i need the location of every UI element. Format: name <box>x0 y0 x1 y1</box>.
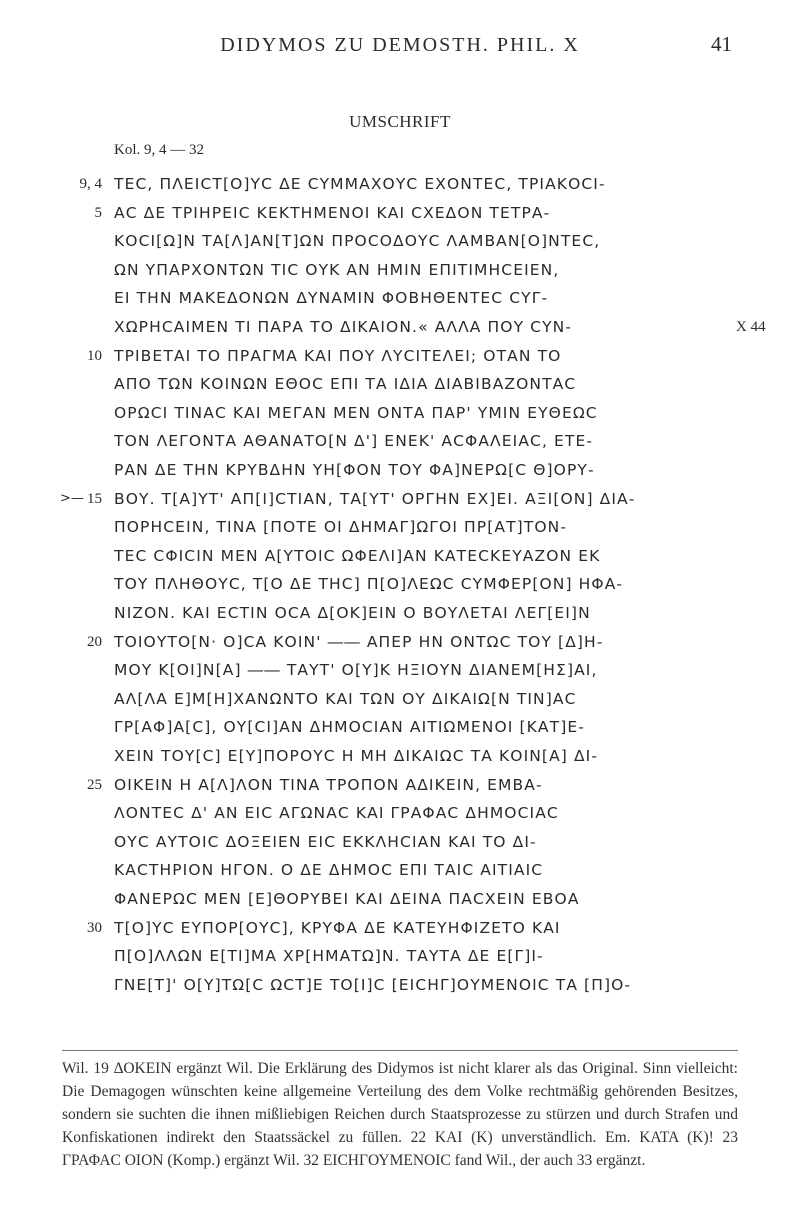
line-number: 25 <box>87 776 102 793</box>
section-title: UMSCHRIFT <box>349 112 451 131</box>
greek-line: ΑΠΟ ΤΩΝ ΚΟΙΝΩΝ ΕΘΟϹ ΕΠΙ ΤΑ ΙΔΙΑ ΔΙΑΒΙΒΑΖΟΝΤΑϹ <box>114 375 577 394</box>
greek-line: ΕΙ ΤΗΝ ΜΑΚΕΔΟΝΩΝ ΔΥΝΑΜΙΝ ΦΟΒΗΘΕΝΤΕϹ ϹΥΓ- <box>114 289 549 308</box>
page-number: 41 <box>711 32 732 56</box>
greek-line: ΤΕϹ ϹΦΙϹΙΝ ΜΕΝ Α[ΥΤΟΙϹ ΩΦΕΛΙ]ΑΝ ΚΑΤΕϹΚΕΥΑΖΟΝ ΕΚ <box>114 546 601 565</box>
greek-line: ΒΟΥ. Τ[Α]ΥΤ' ΑΠ[Ι]ϹΤΙΑΝ, ΤΑ[ΥΤ' ΟΡΓΗΝ ΕΧ]ΕΙ. ΑΞΙ[ΟΝ] ΔΙΑ- <box>114 489 636 508</box>
greek-line: ΟΥϹ ΑΥΤΟΙϹ ΔΟΞΕΙΕΝ ΕΙϹ ΕΚΚΛΗϹΙΑΝ ΚΑΙ ΤΟ ΔΙ- <box>114 832 537 851</box>
line-number: 30 <box>87 919 102 936</box>
line-number: 9, 4 <box>79 176 102 192</box>
greek-line: ΠΟΡΗϹΕΙΝ, ΤΙΝΑ [ΠΟΤΕ ΟΙ ΔΗΜΑΓ]ΩΓΟΙ ΠΡ[ΑΤ]ΤΟΝ- <box>114 518 568 537</box>
greek-line: ΛΟΝΤΕϹ Δ' ΑΝ ΕΙϹ ΑΓΩΝΑϹ ΚΑΙ ΓΡΑΦΑϹ ΔΗΜΟϹΙΑϹ <box>114 804 559 823</box>
footnote-divider <box>62 1050 738 1051</box>
footnote: Wil. 19 ΔΟΚΕΙΝ ergänzt Wil. Die Erklärung des Didymos ist nicht klarer als das Original. Sinn vielleicht: Die Demagogen wünschten keine allgemeine Verteilung des dem Volke rechtmäßig gehörenden Besitzes, sondern sie suchten die ihnen mißliebigen Reichen durch Staatsprozesse zu stürzen und durch Strafen und Konfiskationen indirekt den Staatssäckel zu füllen. 22 ΚΑΙ (Κ) unverständlich. Em. ΚΑΤΑ (Κ)! 23 ΓΡΑΦΑϹ ΟΙΟΝ (Komp.) ergänzt Wil. 32 ΕΙϹΗΓΟΥΜΕΝΟΙϹ fand Wil., der auch 33 ergänzt. <box>62 1060 738 1169</box>
greek-line: Τ[Ο]ΥϹ ΕΥΠΟΡ[ΟΥϹ], ΚΡΥΦΑ ΔΕ ΚΑΤΕΥΗΦΙΖΕΤΟ ΚΑΙ <box>114 918 561 937</box>
greek-line: ΡΑΝ ΔΕ ΤΗΝ ΚΡΥΒΔΗΝ ΥΗ[ΦΟΝ ΤΟΥ ΦΑ]ΝΕΡΩ[Ϲ Θ]ΟΡΥ- <box>114 461 595 479</box>
greek-line: ΦΑΝΕΡΩϹ ΜΕΝ [Ε]ΘΟΡΥΒΕΙ ΚΑΙ ΔΕΙΝΑ ΠΑϹΧΕΙΝ ΕΒΟΑ <box>114 890 580 908</box>
greek-line: Π[Ο]ΛΛΩΝ Ε[ΤΙ]ΜΑ ΧΡ[ΗΜΑΤΩ]Ν. ΤΑΥΤΑ ΔΕ Ε[Γ]Ι- <box>114 947 544 966</box>
page-header <box>60 28 740 68</box>
greek-line: ΤΕϹ, ΠΛΕΙϹΤ[Ο]ΥϹ ΔΕ ϹΥΜΜΑΧΟΥϹ ΕΧΟΝΤΕϹ, ΤΡΙΑΚΟϹΙ- <box>114 175 606 193</box>
line-number: 5 <box>94 204 102 221</box>
greek-line: ΤΟΥ ΠΛΗΘΟΥϹ, Τ[Ο ΔΕ ΤΗϹ] Π[Ο]ΛΕΩϹ ϹΥΜΦΕΡ[ΟΝ] ΗΦΑ- <box>114 575 624 594</box>
greek-line: ΑϹ ΔΕ ΤΡΙΗΡΕΙϹ ΚΕΚΤΗΜΕΝΟΙ ΚΑΙ ϹΧΕΔΟΝ ΤΕΤΡΑ- <box>114 203 551 222</box>
greek-line: ΟΙΚΕΙΝ Η Α[Λ]ΛΟΝ ΤΙΝΑ ΤΡΟΠΟΝ ΑΔΙΚΕΙΝ, ΕΜΒΑ- <box>114 775 543 794</box>
greek-line: ΩΝ ΥΠΑΡΧΟΝΤΩΝ ΤΙϹ ΟΥΚ ΑΝ ΗΜΙΝ ΕΠΙΤΙΜΗϹΕΙΕΝ, <box>114 260 560 279</box>
greek-line: ΧΕΙΝ ΤΟΥ[Ϲ] Ε[Υ]ΠΟΡΟΥϹ Η ΜΗ ΔΙΚΑΙΩϹ ΤΑ ΚΟΙΝ[Α] ΔΙ- <box>114 747 599 765</box>
greek-line: ΟΡΩϹΙ ΤΙΝΑϹ ΚΑΙ ΜΕΓΑΝ ΜΕΝ ΟΝΤΑ ΠΑΡ' ΥΜΙΝ ΕΥΘΕΩϹ <box>114 403 598 422</box>
greek-line: ΚΑϹΤΗΡΙΟΝ ΗΓΟΝ. Ο ΔΕ ΔΗΜΟϹ ΕΠΙ ΤΑΙϹ ΑΙΤΙΑΙϹ <box>114 861 544 880</box>
running-head: DIDYMOS ZU DEMOSTH. PHIL. X <box>220 34 580 56</box>
greek-line: ΚΟϹΙ[Ω]Ν ΤΑ[Λ]ΑΝ[Τ]ΩΝ ΠΡΟϹΟΔΟΥϹ ΛΑΜΒΑΝ[Ο]ΝΤΕϹ, <box>114 232 601 251</box>
greek-line: ΜΟΥ Κ[ΟΙ]Ν[Α] ―― ΤΑΥΤ' Ο[Υ]Κ ΗΞΙΟΥΝ ΔΙΑΝΕΜ[ΗΣ]ΑΙ, <box>114 661 598 680</box>
greek-line: ΝΙΖΟΝ. ΚΑΙ ΕϹΤΙΝ ΟϹΑ Δ[ΟΚ]ΕΙΝ Ο ΒΟΥΛΕΤΑΙ ΛΕΓ[ΕΙ]Ν <box>114 604 591 622</box>
greek-line: ΑΛ[ΛΑ Ε]Μ[Η]ΧΑΝΩΝΤΟ ΚΑΙ ΤΩΝ ΟΥ ΔΙΚΑΙΩ[Ν ΤΙΝ]ΑϹ <box>114 689 577 708</box>
greek-line: ΤΡΙΒΕΤΑΙ ΤΟ ΠΡΑΓΜΑ ΚΑΙ ΠΟΥ ΛΥϹΙΤΕΛΕΙ; ΟΤΑΝ ΤΟ <box>114 346 562 365</box>
line-number: 10 <box>87 347 102 364</box>
greek-line: ΧΩΡΗϹΑΙΜΕΝ ΤΙ ΠΑΡΑ ΤΟ ΔΙΚΑΙΟΝ.« ΑΛΛΑ ΠΟΥ ϹΥΝ- <box>114 318 573 336</box>
greek-line: ΓΝΕ[Τ]' Ο[Υ]ΤΩ[Ϲ ΩϹΤ]Ε ΤΟ[Ι]Ϲ [ΕΙϹΗΓ]ΟΥΜΕΝΟΙϹ ΤΑ [Π]Ο- <box>114 975 632 994</box>
marginal-reference: X 44 <box>736 319 766 335</box>
column-reference: Kol. 9, 4 — 32 <box>114 142 204 158</box>
greek-line: ΓΡ[ΑΦ]Α[Ϲ], ΟΥ[ϹΙ]ΑΝ ΔΗΜΟϹΙΑΝ ΑΙΤΙΩΜΕΝΟΙ [ΚΑΤ]Ε- <box>114 718 585 737</box>
greek-line: ΤΟΝ ΛΕΓΟΝΤΑ ΑΘΑΝΑΤΟ[Ν Δ'] ΕΝΕΚ' ΑϹΦΑΛΕΙΑϹ, ΕΤΕ- <box>114 432 594 451</box>
line-number: 15 <box>87 490 102 507</box>
paragraph-marker: >— <box>60 491 84 506</box>
line-number: 20 <box>87 633 102 650</box>
greek-line: ΤΟΙΟΥΤΟ[Ν· Ο]ϹΑ ΚΟΙΝ' ―― ΑΠΕΡ ΗΝ ΟΝΤΩϹ ΤΟΥ [Δ]Η- <box>114 632 604 651</box>
